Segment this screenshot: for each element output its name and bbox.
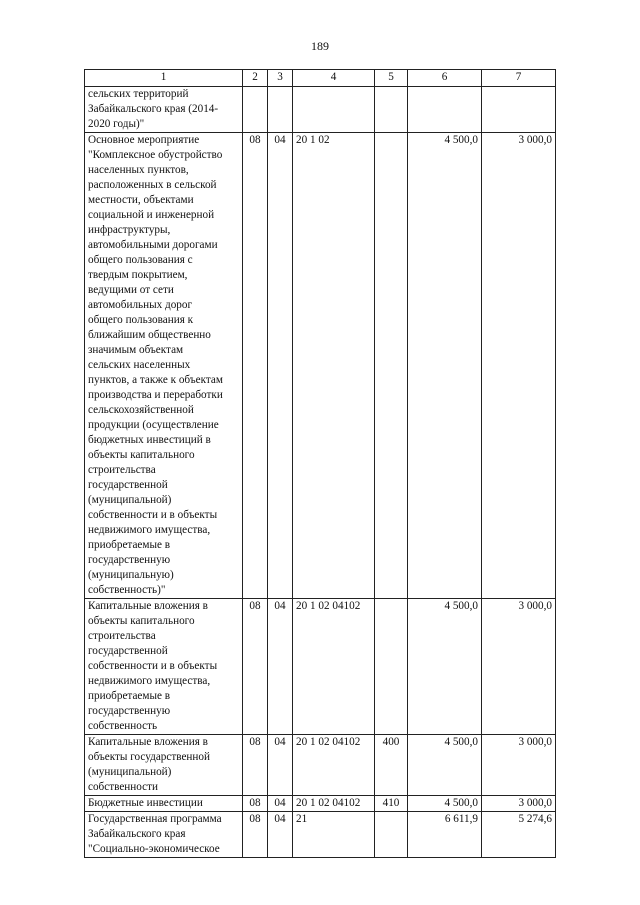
row-target-code: 20 1 02 bbox=[293, 133, 375, 599]
row-target-code: 20 1 02 04102 bbox=[293, 599, 375, 735]
row-subsection: 04 bbox=[268, 735, 293, 796]
row-name: Бюджетные инвестиции bbox=[85, 796, 243, 812]
row-name: Основное мероприятие "Комплексное обустройство населенных пунктов, расположенных в сельской местности, объектами социальной и инженерной инфраструктуры, автомобильными дорогами общего пользования с твердым покрытием, ведущими от сети автомобильных дорог общего пользования к ближайшим общественно значимым объектам сельских населенных пунктов, а также к объектам производства и переработки сельскохозяйственной продукции (осуществление бюджетных инвестиций в объекты капитального строительства государственной (муниципальной) собственности и в объекты недвижимого имущества, приобретаемые в государственную (муниципальную) собственность)" bbox=[85, 133, 243, 599]
row-amount-2: 3 000,0 bbox=[482, 735, 556, 796]
row-name: Государственная программа Забайкальского края "Социально-экономическое bbox=[85, 812, 243, 858]
header-col-1: 1 bbox=[85, 70, 243, 87]
row-amount-1: 4 500,0 bbox=[408, 599, 482, 735]
row-amount-2: 3 000,0 bbox=[482, 133, 556, 599]
row-expense-type: 400 bbox=[375, 735, 408, 796]
row-expense-type: 410 bbox=[375, 796, 408, 812]
row-section bbox=[243, 87, 268, 133]
row-subsection: 04 bbox=[268, 796, 293, 812]
row-target-code: 21 bbox=[293, 812, 375, 858]
budget-table bbox=[84, 69, 556, 858]
row-amount-2 bbox=[482, 87, 556, 133]
page-number: 189 bbox=[311, 39, 329, 53]
row-amount-2: 3 000,0 bbox=[482, 796, 556, 812]
row-subsection bbox=[268, 87, 293, 133]
row-section: 08 bbox=[243, 735, 268, 796]
row-amount-2: 5 274,6 bbox=[482, 812, 556, 858]
row-expense-type bbox=[375, 133, 408, 599]
row-subsection: 04 bbox=[268, 133, 293, 599]
header-col-6: 6 bbox=[408, 70, 482, 87]
header-col-3: 3 bbox=[268, 70, 293, 87]
header-col-5: 5 bbox=[375, 70, 408, 87]
row-expense-type bbox=[375, 87, 408, 133]
header-col-7: 7 bbox=[482, 70, 556, 87]
row-target-code: 20 1 02 04102 bbox=[293, 796, 375, 812]
row-amount-1 bbox=[408, 87, 482, 133]
row-expense-type bbox=[375, 599, 408, 735]
table-header-row bbox=[85, 70, 556, 87]
row-section: 08 bbox=[243, 133, 268, 599]
table-row bbox=[85, 133, 556, 599]
table-row bbox=[85, 599, 556, 735]
header-col-2: 2 bbox=[243, 70, 268, 87]
header-col-4: 4 bbox=[293, 70, 375, 87]
row-subsection: 04 bbox=[268, 812, 293, 858]
row-target-code bbox=[293, 87, 375, 133]
row-section: 08 bbox=[243, 599, 268, 735]
table-row bbox=[85, 735, 556, 796]
row-section: 08 bbox=[243, 796, 268, 812]
row-name: Капитальные вложения в объекты государственной (муниципальной) собственности bbox=[85, 735, 243, 796]
table-row bbox=[85, 812, 556, 858]
row-amount-1: 6 611,9 bbox=[408, 812, 482, 858]
row-name: Капитальные вложения в объекты капитального строительства государственной собственности и в объекты недвижимого имущества, приобретаемые в государственную собственность bbox=[85, 599, 243, 735]
row-expense-type bbox=[375, 812, 408, 858]
row-amount-1: 4 500,0 bbox=[408, 735, 482, 796]
table-row bbox=[85, 796, 556, 812]
row-amount-1: 4 500,0 bbox=[408, 796, 482, 812]
row-section: 08 bbox=[243, 812, 268, 858]
row-amount-1: 4 500,0 bbox=[408, 133, 482, 599]
row-subsection: 04 bbox=[268, 599, 293, 735]
row-amount-2: 3 000,0 bbox=[482, 599, 556, 735]
table-row bbox=[85, 87, 556, 133]
row-name: сельских территорий Забайкальского края (2014- 2020 годы)" bbox=[85, 87, 243, 133]
row-target-code: 20 1 02 04102 bbox=[293, 735, 375, 796]
